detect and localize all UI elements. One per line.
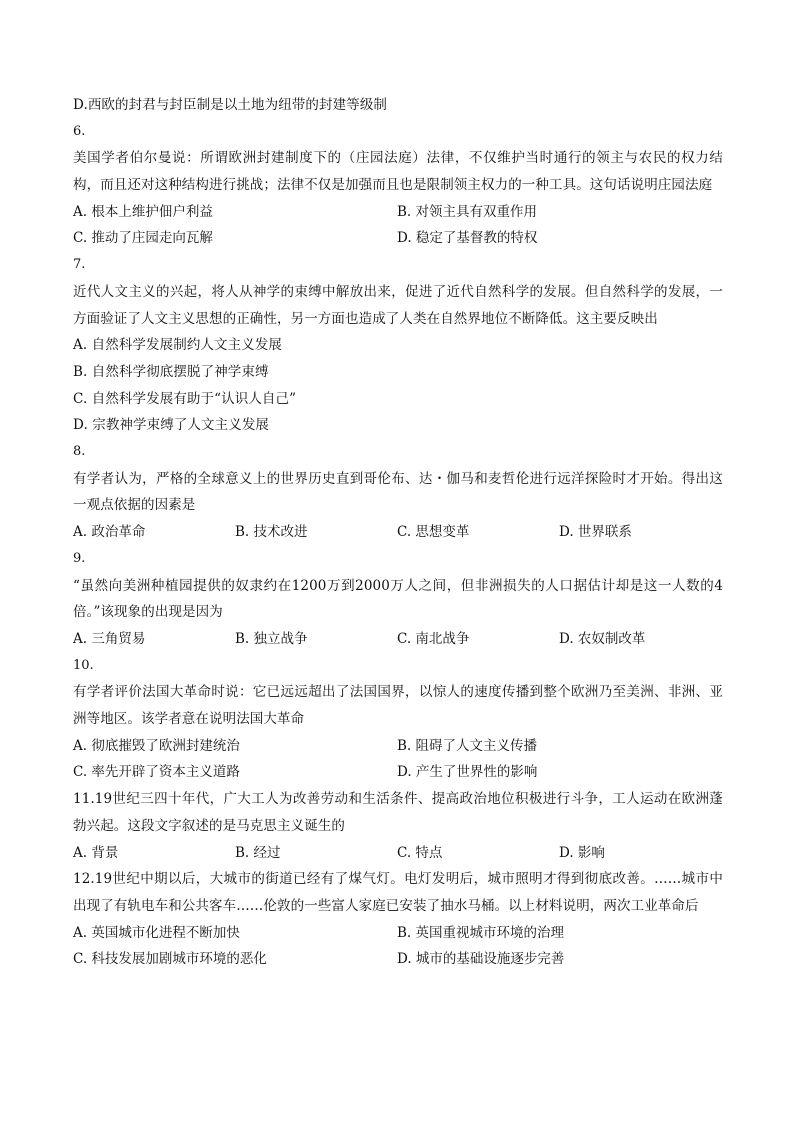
- q6-option-b[interactable]: B. 对领主具有双重作用: [397, 203, 538, 220]
- q5-option-d: D.西欧的封君与封臣制是以土地为纽带的封建等级制: [73, 97, 388, 113]
- q7-option-c[interactable]: C. 自然科学发展有助于“认识人自己”: [73, 390, 297, 407]
- q11-option-b[interactable]: B. 经过: [235, 844, 281, 861]
- q10-option-a[interactable]: A. 彻底摧毁了欧洲封建统治: [73, 737, 240, 754]
- q10-number: 10.: [73, 657, 94, 673]
- q6-option-a[interactable]: A. 根本上维护佃户利益: [73, 203, 213, 220]
- q6-option-c[interactable]: C. 推动了庄园走向瓦解: [73, 230, 213, 247]
- q8-stem: 有学者认为，严格的全球意义上的世界历史直到哥伦布、达・伽马和麦哲伦进行远洋探险时才开始。得出这一观点依据的因素是: [73, 470, 723, 514]
- q6-stem: 美国学者伯尔曼说：所谓欧洲封建制度下的（庄园法庭）法律，不仅维护当时通行的领主与农民的权力结构，而且还对这种结构进行挑战；法律不仅是加强而且也是限制领主权力的一种工具。这句话说明庄园法庭: [73, 150, 723, 194]
- q12-options: [73, 920, 723, 973]
- q8-option-a[interactable]: A. 政治革命: [73, 524, 146, 541]
- q12-stem: 12.19世纪中期以后，大城市的街道已经有了煤气灯。电灯发明后，城市照明才得到彻底改善。……城市中出现了有轨电车和公共客车……伦敦的一些富人家庭已安装了抽水马桶。以上材料说明，两次工业革命后: [73, 871, 723, 914]
- q8-options: [73, 519, 723, 546]
- q10-option-b[interactable]: B. 阻碍了人文主义传播: [397, 737, 538, 754]
- q11-option-d[interactable]: D. 影响: [559, 844, 605, 861]
- q9-number: 9.: [73, 550, 86, 566]
- q10-options: [73, 733, 723, 786]
- q12-option-d[interactable]: D. 城市的基础设施逐步完善: [397, 951, 565, 968]
- q9-option-d[interactable]: D. 农奴制改革: [559, 630, 646, 647]
- q7-option-b[interactable]: B. 自然科学彻底摆脱了神学束缚: [73, 363, 269, 380]
- q6-number: 6.: [73, 123, 86, 139]
- q9-option-a[interactable]: A. 三角贸易: [73, 630, 146, 647]
- q6-option-d[interactable]: D. 稳定了基督教的特权: [397, 230, 538, 247]
- q9-options: [73, 626, 723, 653]
- q12-option-a[interactable]: A. 英国城市化进程不断加快: [73, 924, 240, 941]
- q9-option-b[interactable]: B. 独立战争: [235, 630, 308, 647]
- q11-option-a[interactable]: A. 背景: [73, 844, 119, 861]
- q7-option-a[interactable]: A. 自然科学发展制约人文主义发展: [73, 337, 283, 354]
- q8-option-c[interactable]: C. 思想变革: [397, 524, 470, 541]
- q9-stem: “虽然向美洲种植园提供的奴隶约在1200万到2000万人之间，但非洲损失的人口据估计却是这一人数的4倍。”该现象的出现是因为: [73, 577, 723, 621]
- q10-option-c[interactable]: C. 率先开辟了资本主义道路: [73, 764, 240, 781]
- q8-option-d[interactable]: D. 世界联系: [559, 524, 632, 541]
- q9-option-c[interactable]: C. 南北战争: [397, 630, 470, 647]
- q7-option-d[interactable]: D. 宗教神学束缚了人文主义发展: [73, 417, 270, 434]
- q12-option-c[interactable]: C. 科技发展加剧城市环境的恶化: [73, 951, 267, 968]
- q11-stem: 11.19世纪三四十年代，广大工人为改善劳动和生活条件、提高政治地位积极进行斗争，工人运动在欧洲蓬勃兴起。这段文字叙述的是马克思主义诞生的: [73, 791, 723, 834]
- q7-number: 7.: [73, 257, 86, 273]
- q7-stem: 近代人文主义的兴起，将人从神学的束缚中解放出来，促进了近代自然科学的发展。但自然科学的发展，一方面验证了人文主义思想的正确性，另一方面也造成了人类在自然界地位不断降低。这主要反映出: [73, 283, 723, 327]
- q11-option-c[interactable]: C. 特点: [397, 844, 443, 861]
- q6-options: [73, 199, 723, 252]
- q11-options: [73, 840, 723, 867]
- q8-number: 8.: [73, 444, 86, 460]
- exam-page: [73, 92, 723, 973]
- q10-option-d[interactable]: D. 产生了世界性的影响: [397, 764, 538, 781]
- q8-option-b[interactable]: B. 技术改进: [235, 524, 308, 541]
- q10-stem: 有学者评价法国大革命时说：它已远远超出了法国国界，以惊人的速度传播到整个欧洲乃至美洲、非洲、亚洲等地区。该学者意在说明法国大革命: [73, 684, 723, 728]
- q12-option-b[interactable]: B. 英国重视城市环境的治理: [397, 924, 565, 941]
